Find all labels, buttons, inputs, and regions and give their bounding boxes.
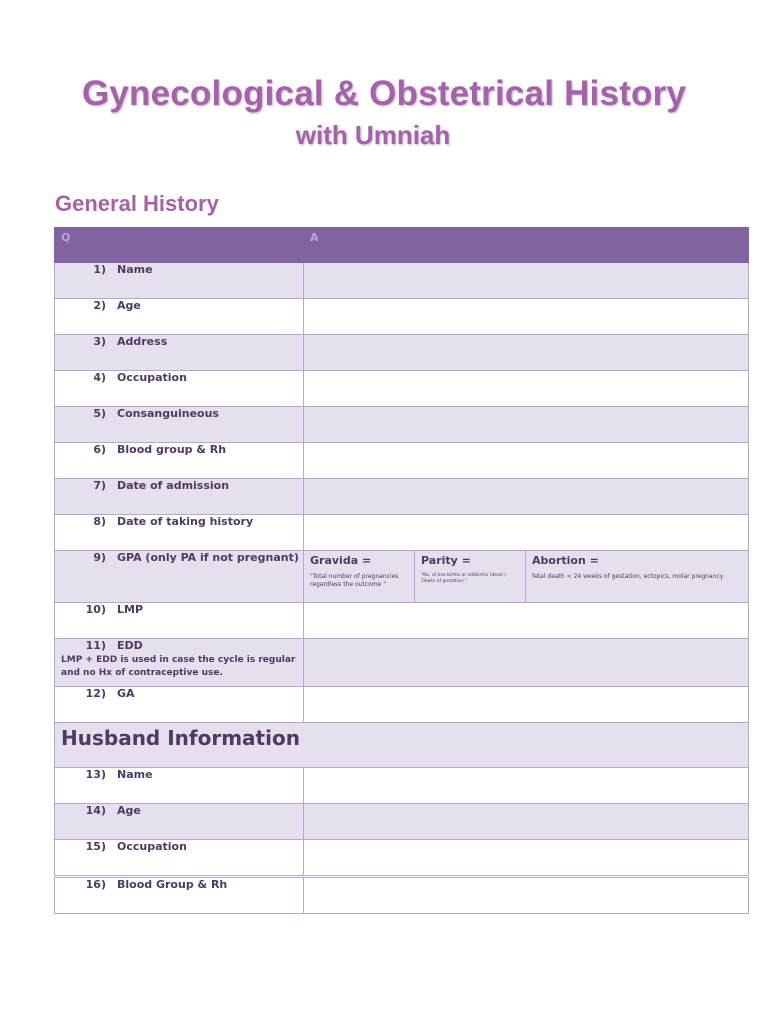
history-table [54, 227, 749, 914]
question-number: 3) [93, 335, 106, 348]
table-row [55, 877, 749, 914]
table-row [55, 443, 749, 479]
parity-cell[interactable] [415, 551, 526, 602]
table-row [55, 840, 749, 877]
question-number: 11) [85, 639, 106, 652]
answer-cell-husband-age[interactable] [304, 804, 749, 840]
abortion-cell[interactable] [526, 551, 748, 602]
question-label-name: Name [117, 263, 153, 276]
answer-cell-date-of-admission[interactable] [304, 479, 749, 515]
answer-cell-edd[interactable] [304, 639, 749, 687]
table-row [55, 515, 749, 551]
question-number: 14) [85, 804, 106, 817]
table-row [55, 479, 749, 515]
table-row [55, 603, 749, 639]
parity-label: Parity = [421, 554, 471, 567]
question-number: 1) [93, 263, 106, 276]
abortion-label: Abortion = [532, 554, 599, 567]
question-label-husband-occupation: Occupation [117, 840, 187, 853]
question-number: 12) [85, 687, 106, 700]
table-row-gpa [55, 551, 749, 603]
answer-cell-age[interactable] [304, 299, 749, 335]
question-label-gpa: GPA (only PA if not pregnant) [117, 551, 299, 564]
question-number: 16) [85, 878, 106, 891]
question-label-occupation: Occupation [117, 371, 187, 384]
question-number: 10) [85, 603, 106, 616]
question-number: 8) [93, 515, 106, 528]
column-header-a: A [304, 228, 749, 263]
gravida-label: Gravida = [310, 554, 372, 567]
question-number: 15) [85, 840, 106, 853]
table-row [55, 335, 749, 371]
question-label-husband-name: Name [117, 768, 153, 781]
parity-note: "No. of live births or stillbirths (dead ) 24wks of gestation " [421, 573, 506, 584]
gravida-cell[interactable] [304, 551, 415, 602]
gpa-answer-cell [304, 551, 749, 603]
column-header-q: Q [55, 228, 304, 263]
question-number: 5) [93, 407, 106, 420]
table-row [55, 407, 749, 443]
answer-cell-name[interactable] [304, 263, 749, 299]
table-row [55, 371, 749, 407]
question-number: 13) [85, 768, 106, 781]
husband-section-row [55, 723, 749, 768]
question-label-blood-group: Blood group & Rh [117, 443, 227, 456]
answer-cell-occupation[interactable] [304, 371, 749, 407]
table-row [55, 263, 749, 299]
question-number: 4) [93, 371, 106, 384]
table-row [55, 768, 749, 804]
question-label-lmp: LMP [117, 603, 144, 616]
question-label-husband-blood-group: Blood Group & Rh [117, 878, 228, 891]
table-row [55, 639, 749, 687]
gravida-note: "Total number of pregnancies regardless the outcome " [310, 573, 399, 588]
question-label-date-of-admission: Date of admission [117, 479, 230, 492]
answer-cell-lmp[interactable] [304, 603, 749, 639]
page-title: Gynecological & Obstetrical History [81, 74, 687, 113]
section-title-husband-information: Husband Information [61, 726, 300, 750]
answer-cell-husband-occupation[interactable] [304, 840, 749, 877]
table-row [55, 804, 749, 840]
question-label-address: Address [117, 335, 168, 348]
question-number: 6) [93, 443, 106, 456]
question-number: 2) [93, 299, 106, 312]
abortion-note: fetal death < 24 weeks of gestation, ectopics, molar pregnancy [532, 573, 724, 580]
question-number: 9) [93, 551, 106, 564]
answer-cell-consanguineous[interactable] [304, 407, 749, 443]
table-row [55, 299, 749, 335]
question-label-consanguineous: Consanguineous [117, 407, 219, 420]
answer-cell-address[interactable] [304, 335, 749, 371]
question-label-husband-age: Age [117, 804, 141, 817]
answer-cell-husband-blood-group[interactable] [304, 877, 749, 914]
section-title-general-history: General History [55, 191, 219, 216]
answer-cell-husband-name[interactable] [304, 768, 749, 804]
edd-note: LMP + EDD is used in case the cycle is regular and no Hx of contraceptive use. [61, 655, 296, 678]
question-label-edd: EDD [117, 639, 143, 652]
question-number: 7) [93, 479, 106, 492]
question-label-age: Age [117, 299, 141, 312]
table-row [55, 687, 749, 723]
answer-cell-ga[interactable] [304, 687, 749, 723]
answer-cell-date-of-history[interactable] [304, 515, 749, 551]
question-label-ga: GA [117, 687, 135, 700]
page-subtitle: with Umniah [295, 120, 451, 150]
question-label-date-of-history: Date of taking history [117, 515, 254, 528]
table-header-row [55, 228, 749, 263]
answer-cell-blood-group[interactable] [304, 443, 749, 479]
